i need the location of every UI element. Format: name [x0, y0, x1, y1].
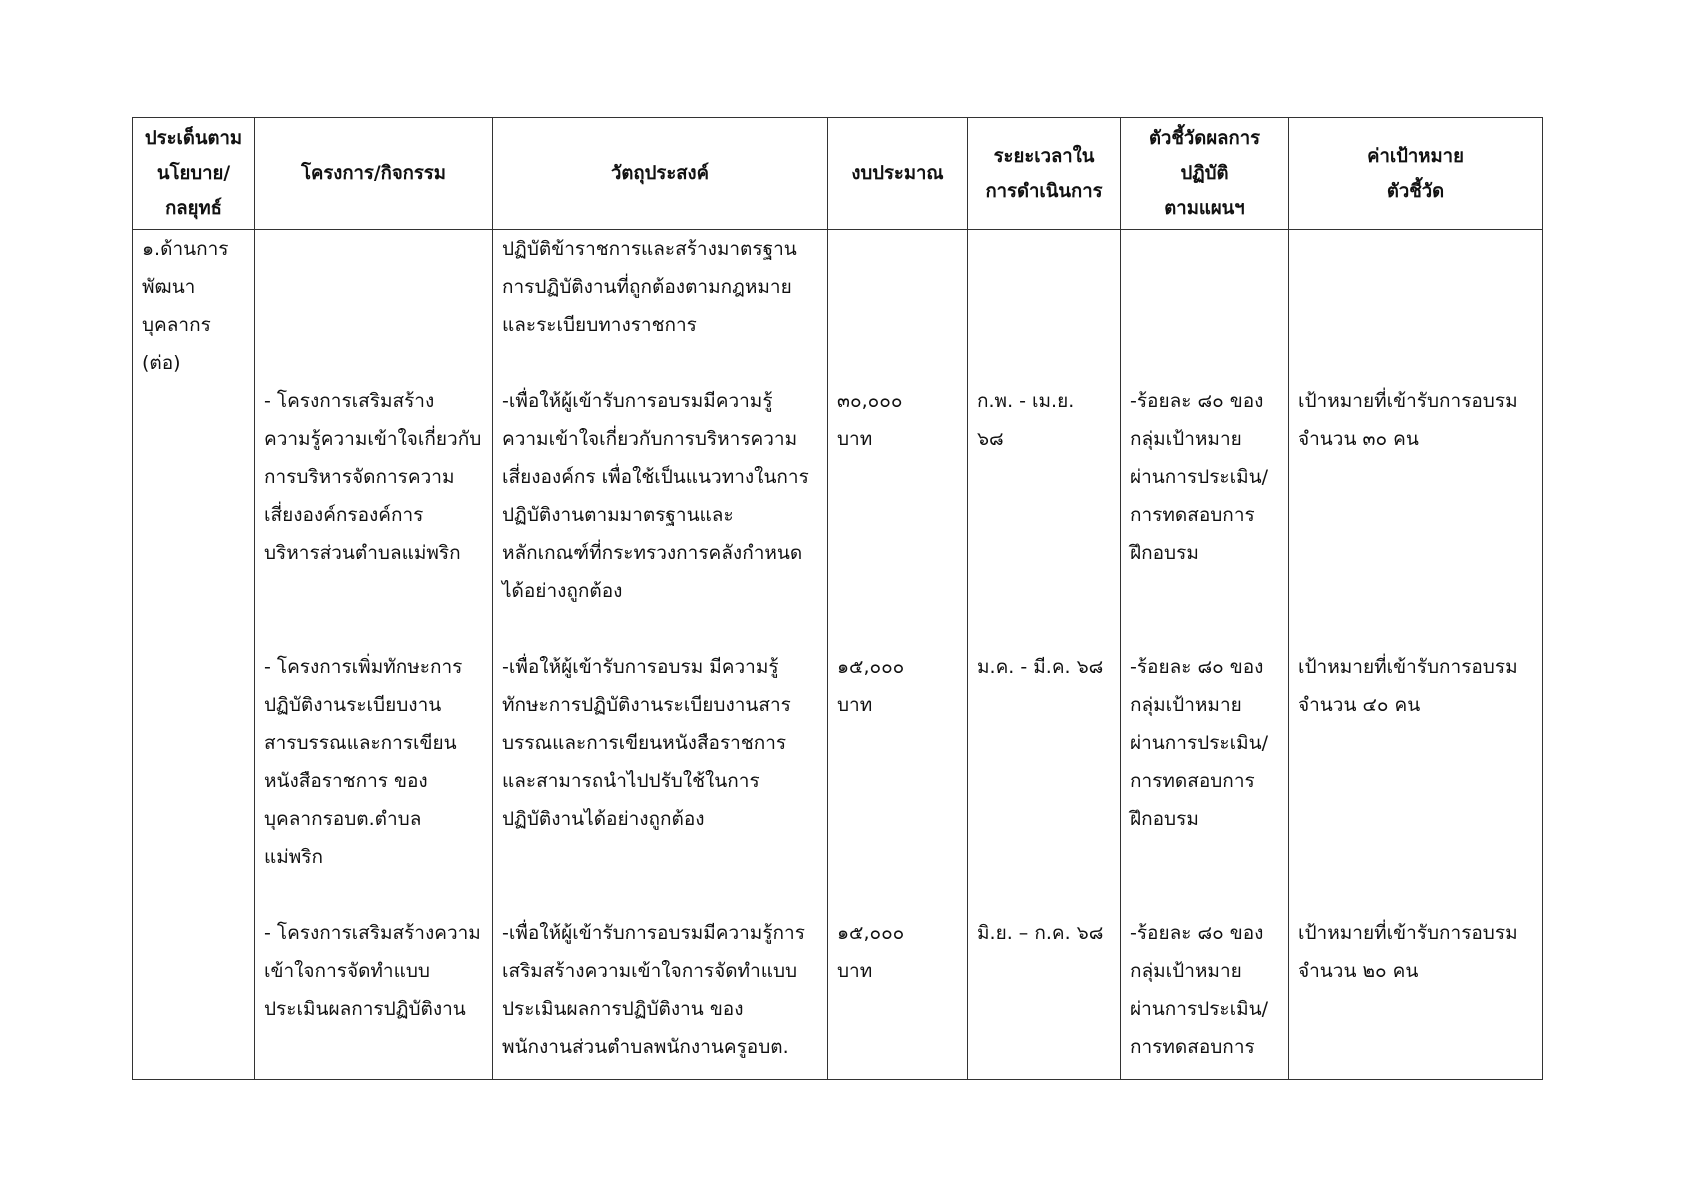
spacer: [502, 838, 818, 876]
objective-line: -เพื่อให้ผู้เข้ารับการอบรม มีความรู้: [502, 656, 779, 678]
project-line: การบริหารจัดการความ: [264, 466, 455, 488]
header-issue-line: กลยุทธ์: [165, 198, 222, 219]
spacer: [837, 306, 958, 344]
objective-line: -เพื่อให้ผู้เข้ารับการอบรมมีความรู้: [502, 390, 773, 412]
issue-text-line: (ต่อ): [142, 352, 181, 374]
spacer: [977, 496, 1111, 534]
project-entry: [264, 914, 483, 1028]
header-indicator-line: ตามแผนฯ: [1164, 198, 1245, 219]
indicator-cell: [1121, 230, 1289, 1080]
spacer: [1298, 876, 1533, 914]
budget-entry: [837, 648, 958, 724]
budget-line: บาท: [837, 428, 873, 450]
spacer: [977, 724, 1111, 762]
spacer: [977, 344, 1111, 382]
spacer: [1298, 762, 1533, 800]
header-objective-line: วัตถุประสงค์: [611, 163, 709, 184]
project-line: - โครงการเพิ่มทักษะการ: [264, 656, 463, 678]
spacer: [837, 610, 958, 648]
objective-line: ได้อย่างถูกต้อง: [502, 580, 623, 602]
objective-continued: [502, 230, 818, 344]
indicator-line: ผ่านการประเมิน/: [1130, 466, 1269, 488]
project-line: - โครงการเสริมสร้างความ: [264, 922, 481, 944]
spacer: [264, 876, 483, 914]
spacer: [1298, 724, 1533, 762]
spacer: [502, 610, 818, 648]
duration-cell: [968, 230, 1121, 1080]
duration-line: มิ.ย. – ก.ค. ๖๘: [977, 922, 1104, 944]
project-line: ปฏิบัติงานระเบียบงาน: [264, 694, 442, 716]
project-line: เข้าใจการจัดทำแบบ: [264, 960, 430, 982]
indicator-entry: [1130, 648, 1279, 838]
project-line: แม่พริก: [264, 846, 324, 868]
objective-entry: [502, 648, 818, 838]
budget-line: บาท: [837, 694, 873, 716]
indicator-line: กลุ่มเป้าหมาย: [1130, 428, 1242, 450]
budget-line: ๓๐,๐๐๐: [837, 390, 903, 412]
duration-line: ม.ค. - มี.ค. ๖๘: [977, 656, 1104, 678]
spacer: [1130, 230, 1279, 268]
objective-line: และสามารถนำไปปรับใช้ในการ: [502, 770, 760, 792]
spacer: [264, 572, 483, 610]
spacer: [977, 610, 1111, 648]
spacer: [264, 344, 483, 382]
header-indicator-line: ปฏิบัติ: [1180, 163, 1229, 184]
header-budget: [828, 118, 968, 230]
objective-entry: [502, 914, 818, 1066]
spacer: [977, 838, 1111, 876]
spacer: [502, 876, 818, 914]
budget-line: ๑๕,๐๐๐: [837, 656, 905, 678]
spacer: [837, 268, 958, 306]
spacer: [837, 724, 958, 762]
spacer: [1298, 344, 1533, 382]
indicator-line: ผ่านการประเมิน/: [1130, 732, 1269, 754]
indicator-line: การทดสอบการ: [1130, 1036, 1255, 1058]
objective-cell: [493, 230, 828, 1080]
spacer: [1298, 610, 1533, 648]
spacer: [1298, 534, 1533, 572]
objective-line: เสี่ยงองค์กร เพื่อใช้เป็นแนวทางในการ: [502, 466, 809, 488]
target-cell: [1289, 230, 1543, 1080]
indicator-entry: [1130, 382, 1279, 572]
spacer: [977, 306, 1111, 344]
target-line: เป้าหมายที่เข้ารับการอบรม: [1298, 390, 1518, 412]
spacer: [977, 572, 1111, 610]
spacer: [1130, 572, 1279, 610]
project-line: หนังสือราชการ ของ: [264, 770, 428, 792]
header-row: [133, 118, 1543, 230]
duration-entry: [977, 648, 1111, 686]
spacer: [1298, 838, 1533, 876]
header-duration-line: การดำเนินการ: [985, 180, 1103, 202]
header-target-line: ค่าเป้าหมาย: [1367, 145, 1464, 167]
indicator-line: กลุ่มเป้าหมาย: [1130, 960, 1242, 982]
spacer: [977, 800, 1111, 838]
plan-table: [132, 117, 1543, 1080]
header-issue-line: นโยบาย/: [156, 163, 231, 184]
objective-line: -เพื่อให้ผู้เข้ารับการอบรมมีความรู้การ: [502, 922, 805, 944]
header-issue: [133, 118, 255, 230]
objective-line: ปฏิบัติข้าราชการและสร้างมาตรฐาน: [502, 238, 797, 260]
spacer: [1298, 268, 1533, 306]
duration-entry: [977, 382, 1111, 458]
header-target: [1289, 118, 1543, 230]
header-issue-line: ประเด็นตาม: [144, 128, 243, 149]
header-target-line: ตัวชี้วัด: [1386, 180, 1445, 202]
spacer: [837, 458, 958, 496]
issue-text-line: บุคลากร: [142, 314, 211, 336]
objective-line: พนักงานส่วนตำบลพนักงานครูอบต.: [502, 1036, 789, 1058]
spacer: [837, 838, 958, 876]
project-cell: [255, 230, 493, 1080]
header-budget-line: งบประมาณ: [851, 163, 944, 184]
budget-cell: [828, 230, 968, 1080]
issue-text: [142, 230, 245, 382]
objective-line: ปฏิบัติงานได้อย่างถูกต้อง: [502, 808, 705, 830]
header-project-line: โครงการ/กิจกรรม: [301, 163, 446, 184]
spacer: [264, 610, 483, 648]
budget-entry: [837, 914, 958, 990]
spacer: [264, 306, 483, 344]
spacer: [837, 496, 958, 534]
duration-line: ก.พ. - เม.ย.: [977, 390, 1075, 412]
spacer: [977, 230, 1111, 268]
spacer: [1298, 230, 1533, 268]
target-line: จำนวน ๓๐ คน: [1298, 428, 1419, 450]
spacer: [837, 876, 958, 914]
spacer: [1130, 268, 1279, 306]
budget-entry: [837, 382, 958, 458]
project-entry: [264, 648, 483, 876]
spacer: [1298, 458, 1533, 496]
objective-line: ประเมินผลการปฏิบัติงาน ของ: [502, 998, 744, 1020]
spacer: [977, 458, 1111, 496]
indicator-line: ฝึกอบรม: [1130, 808, 1199, 830]
budget-line: บาท: [837, 960, 873, 982]
issue-text-line: พัฒนา: [142, 276, 196, 298]
spacer: [837, 572, 958, 610]
target-line: เป้าหมายที่เข้ารับการอบรม: [1298, 656, 1518, 678]
project-line: ประเมินผลการปฏิบัติงาน: [264, 998, 466, 1020]
spacer: [977, 762, 1111, 800]
issue-cell: [133, 230, 255, 1080]
spacer: [1130, 838, 1279, 876]
issue-text-line: ๑.ด้านการ: [142, 238, 229, 260]
spacer: [837, 800, 958, 838]
objective-line: การปฏิบัติงานที่ถูกต้องตามกฎหมาย: [502, 276, 792, 298]
project-line: ความรู้ความเข้าใจเกี่ยวกับ: [264, 428, 482, 450]
target-line: จำนวน ๔๐ คน: [1298, 694, 1421, 716]
header-indicator-line: ตัวชี้วัดผลการ: [1148, 128, 1261, 149]
header-duration-line: ระยะเวลาใน: [993, 145, 1095, 167]
duration-line: ๖๘: [977, 428, 1004, 450]
indicator-line: การทดสอบการ: [1130, 770, 1255, 792]
spacer: [1298, 800, 1533, 838]
spacer: [977, 268, 1111, 306]
spacer: [977, 534, 1111, 572]
header-objective: [493, 118, 828, 230]
spacer: [1298, 496, 1533, 534]
spacer: [837, 534, 958, 572]
header-project: [255, 118, 493, 230]
project-line: สารบรรณและการเขียน: [264, 732, 457, 754]
target-entry: [1298, 914, 1533, 990]
project-line: บริหารส่วนตำบลแม่พริก: [264, 542, 461, 564]
header-indicator: [1121, 118, 1289, 230]
project-line: บุคลากรอบต.ตำบล: [264, 808, 422, 830]
objective-line: หลักเกณฑ์ที่กระทรวงการคลังกำหนด: [502, 542, 803, 564]
objective-line: เสริมสร้างความเข้าใจการจัดทำแบบ: [502, 960, 798, 982]
objective-line: และระเบียบทางราชการ: [502, 314, 697, 336]
spacer: [977, 876, 1111, 914]
target-line: จำนวน ๒๐ คน: [1298, 960, 1419, 982]
indicator-line: การทดสอบการ: [1130, 504, 1255, 526]
objective-line: ปฏิบัติงานตามมาตรฐานและ: [502, 504, 734, 526]
spacer: [1130, 610, 1279, 648]
indicator-line: -ร้อยละ ๘๐ ของ: [1130, 656, 1264, 678]
spacer: [837, 762, 958, 800]
indicator-line: -ร้อยละ ๘๐ ของ: [1130, 390, 1264, 412]
indicator-entry: [1130, 914, 1279, 1066]
budget-line: ๑๕,๐๐๐: [837, 922, 905, 944]
duration-entry: [977, 914, 1111, 952]
indicator-line: ผ่านการประเมิน/: [1130, 998, 1269, 1020]
spacer: [837, 230, 958, 268]
objective-line: ทักษะการปฏิบัติงานระเบียบงานสาร: [502, 694, 791, 716]
spacer: [1130, 344, 1279, 382]
target-line: เป้าหมายที่เข้ารับการอบรม: [1298, 922, 1518, 944]
objective-line: ความเข้าใจเกี่ยวกับการบริหารความ: [502, 428, 798, 450]
spacer: [837, 344, 958, 382]
spacer: [1130, 876, 1279, 914]
spacer: [502, 344, 818, 382]
spacer: [264, 268, 483, 306]
spacer: [1298, 572, 1533, 610]
header-duration: [968, 118, 1121, 230]
indicator-line: ฝึกอบรม: [1130, 542, 1199, 564]
project-line: เสี่ยงองค์กรองค์การ: [264, 504, 424, 526]
spacer: [264, 230, 483, 268]
project-entry: [264, 382, 483, 572]
spacer: [977, 686, 1111, 724]
objective-entry: [502, 382, 818, 610]
objective-line: บรรณและการเขียนหนังสือราชการ: [502, 732, 787, 754]
indicator-line: -ร้อยละ ๘๐ ของ: [1130, 922, 1264, 944]
target-entry: [1298, 382, 1533, 458]
spacer: [1298, 306, 1533, 344]
body-row: [133, 230, 1543, 1080]
spacer: [1130, 306, 1279, 344]
target-entry: [1298, 648, 1533, 724]
indicator-line: กลุ่มเป้าหมาย: [1130, 694, 1242, 716]
project-line: - โครงการเสริมสร้าง: [264, 390, 435, 412]
